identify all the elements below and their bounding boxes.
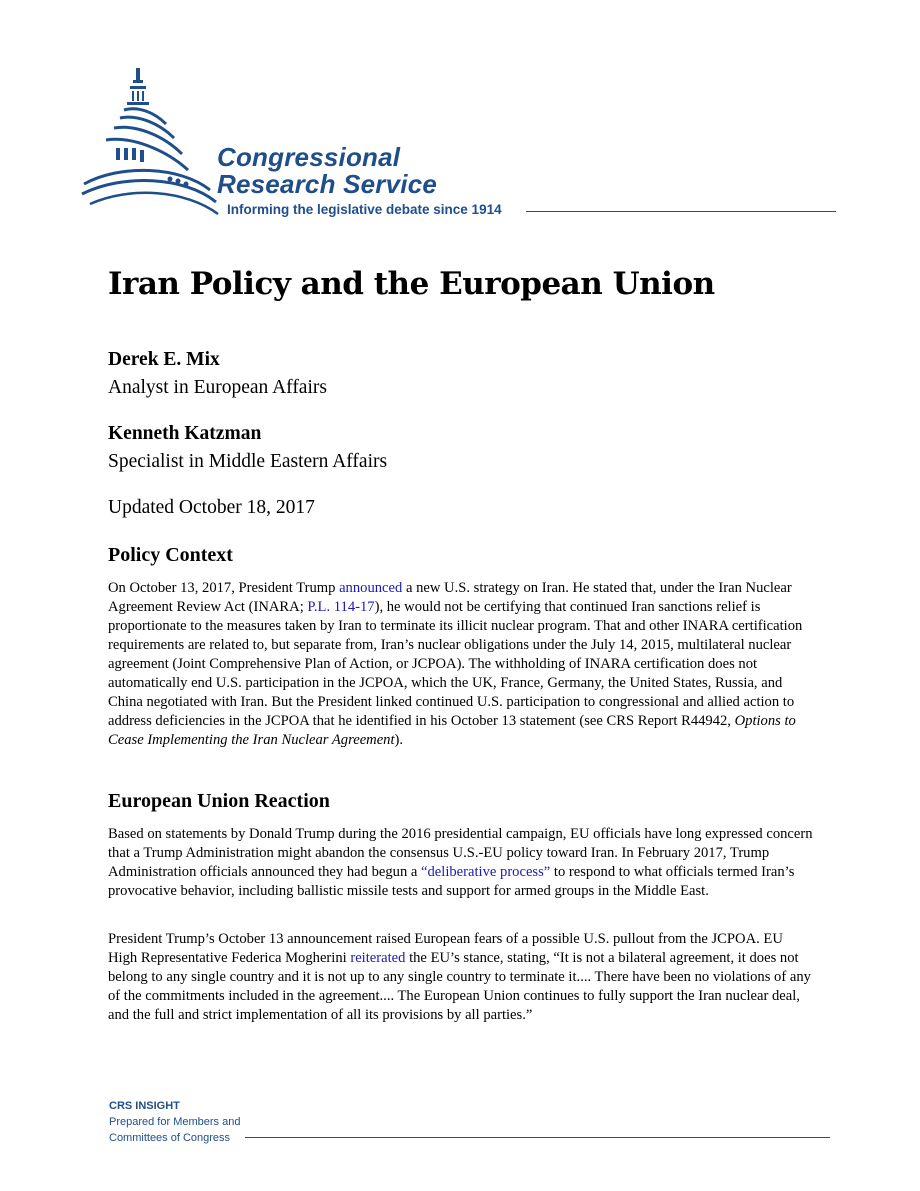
footer-prepared-line: Prepared for Members and (109, 1116, 241, 1128)
section-heading: Policy Context (108, 544, 233, 566)
crs-logo (80, 66, 840, 222)
footer-committees-line: Committees of Congress (109, 1132, 231, 1144)
reiterated-link[interactable]: reiterated (350, 950, 406, 966)
org-name-line2: Research Service (217, 169, 438, 199)
org-tagline: Informing the legislative debate since 1914 (227, 202, 502, 217)
paragraph (108, 930, 813, 1025)
author-role: Specialist in Middle Eastern Affairs (108, 451, 388, 472)
updated-date: Updated October 18, 2017 (108, 497, 315, 518)
text-run: Based on statements by Donald Trump during the 2016 presidential campaign, EU officials have long expressed concern that a Trump Administration might abandon the consensus U.S.-EU policy toward Iran. In February 2017, Trump Administration officials announced they had begun a (108, 826, 813, 880)
capitol-dome-icon (80, 66, 220, 222)
text-run: ). (394, 732, 404, 748)
crs-insight-label: CRS INSIGHT (109, 1100, 180, 1112)
report-title: Options to Cease Implementing the Iran Nuclear Agreement (108, 713, 796, 748)
paragraph (108, 579, 813, 750)
text-run: the EU’s stance, stating, “It is not a bilateral agreement, it does not belong to any single country and it is not up to any single country to terminate it.... There have been no violations of any of the commitments included in the agreement.... The European Union continues to fully support the Iran nuclear deal, and the full and strict implementation of all its provisions by all parties.” (108, 950, 811, 1023)
text-run: ), he would not be certifying that continued Iran sanctions relief is proportionate to the measures taken by Iran to terminate its illicit nuclear program. That and other INARA certification requirements are related to, but separate from, Iran’s nuclear obligations under the July 14, 2015, multilateral nuclear agreement (Joint Comprehensive Plan of Action, or JCPOA). The withholding of INARA certification does not automatically end U.S. participation in the JCPOA, which the UK, France, Germany, the United States, Russia, and China negotiated with Iran. But the President linked continued U.S. participation to congressional and allied action to address deficiencies in the JCPOA that he identified in his October 13 statement (see CRS Report R44942, (108, 599, 803, 729)
section-heading: European Union Reaction (108, 790, 330, 812)
announced-link[interactable]: announced (339, 580, 403, 596)
author-role: Analyst in European Affairs (108, 377, 327, 398)
deliberative-process-link[interactable]: “deliberative process” (421, 864, 551, 880)
author-name: Kenneth Katzman (108, 423, 262, 444)
footer-rule (245, 1137, 830, 1138)
org-name (217, 144, 437, 198)
text-run: President Trump’s October 13 announcement raised European fears of a possible U.S. pullout from the JCPOA. EU High Representative Federica Mogherini (108, 931, 783, 966)
org-name-line1: Congressional (217, 142, 401, 172)
author-name: Derek E. Mix (108, 349, 220, 370)
text-run: a new U.S. strategy on Iran. He stated that, under the Iran Nuclear Agreement Review Act (INARA; (108, 580, 792, 615)
paragraph (108, 825, 813, 901)
header-rule (526, 211, 836, 212)
public-law-link[interactable]: P.L. 114-17 (307, 599, 375, 615)
text-run: to respond to what officials termed Iran’s provocative behavior, including ballistic missile tests and support for armed groups in the Middle East. (108, 864, 795, 899)
document-title: Iran Policy and the European Union (108, 266, 715, 302)
text-run: On October 13, 2017, President Trump (108, 580, 340, 596)
